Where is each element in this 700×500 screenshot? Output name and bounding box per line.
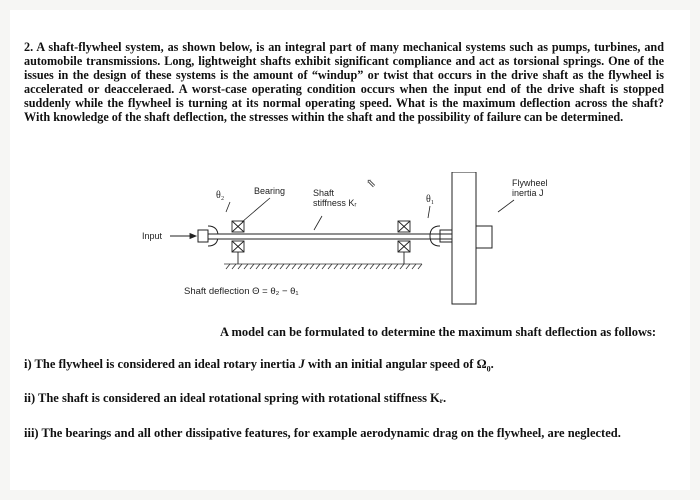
problem-statement: 2. A shaft-flywheel system, as shown below, is an integral part of many mechanical systems such as pumps, turbines, and automobile transmissions. Long, lightweight shafts exhibit significant compliance and act as torsional springs. One of the issues in the design of these systems is the amount of “windup” or twist that occurs in the drive shaft as the flywheel is accelerated or deacceleraed. A worst-case operating condition occurs when the input end of the drive shaft is stopped suddenly while the flywheel is turning at its normal operating speed. What is the maximum deflection across the shaft? With knowledge of the shaft deflection, the stresses within the shaft and the possibility of failure can be determined. [24, 40, 664, 124]
assumption-3: iii) The bearings and all other dissipative features, for example aerodynamic drag on the flywheel, are neglected. [24, 426, 621, 440]
stiffness-label: stiffness Kᵣ [313, 198, 357, 208]
omega-subscript: 0 [486, 364, 491, 374]
flywheel-label: Flywheel [512, 178, 548, 188]
assumption-1 [24, 357, 494, 374]
bearing-label: Bearing [254, 186, 286, 196]
input-arrow [170, 234, 196, 239]
right-bearing [398, 221, 410, 264]
theta2-label: θ₂ [216, 190, 225, 201]
inertia-label: inertia J [512, 188, 544, 198]
ground-hatch [224, 264, 422, 269]
inertia-symbol: J [298, 357, 305, 371]
shaft [208, 234, 452, 239]
input-label: Input [142, 231, 163, 241]
model-intro: A model can be formulated to determine the maximum shaft deflection as follows: [220, 325, 657, 339]
document-page [10, 10, 690, 490]
omega-symbol: Ω [476, 357, 487, 371]
assumption-1-end: . [490, 357, 494, 371]
left-bearing [232, 221, 244, 264]
shaft-flywheel-figure [130, 172, 570, 312]
flywheel [452, 172, 492, 304]
theta1-label: θ₁ [426, 194, 435, 205]
assumption-1-suffix: with an initial angular speed of [304, 357, 477, 371]
assumption-1-prefix: i) The flywheel is considered an ideal rotary inertia [24, 357, 299, 371]
shaft-deflection-label: Shaft deflection Θ = θ₂ − θ₁ [184, 286, 299, 297]
shaft-label: Shaft [313, 188, 335, 198]
assumption-2: ii) The shaft is considered an ideal rotational spring with rotational stiffness Kᵣ. [24, 391, 447, 405]
mouse-cursor-icon: ⇖ [366, 176, 377, 190]
